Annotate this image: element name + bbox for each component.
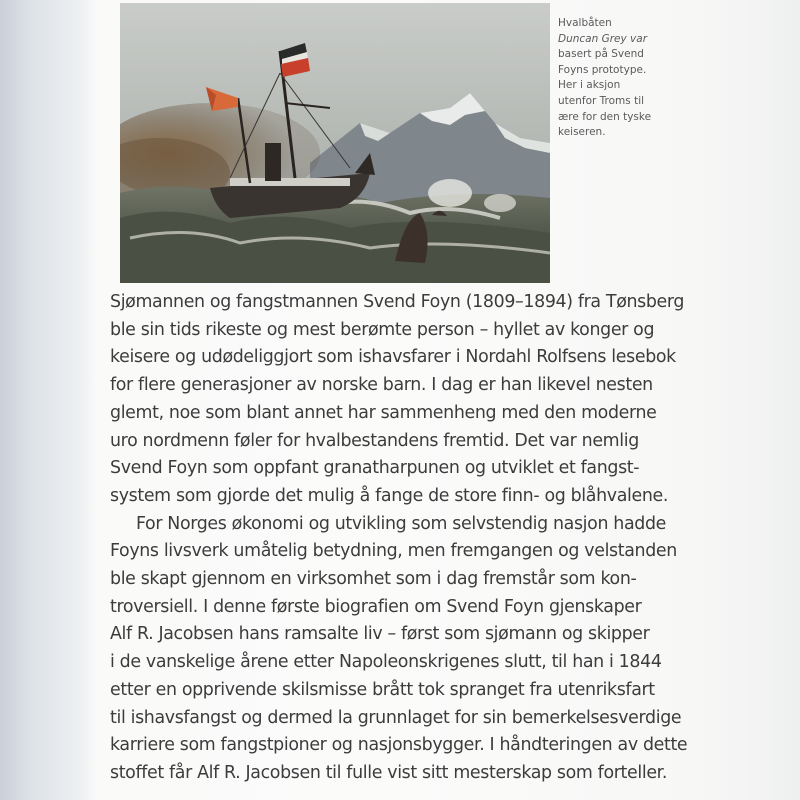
text-line: til ishavsfangst og dermed la grunnlaget for sin bemerkelsesverdige [110, 707, 682, 728]
text-line: i de vanskelige årene etter Napoleonskrigenes slutt, til han i 1844 [110, 652, 662, 673]
text-line: etter en opprivende skilsmisse brått tok spranget fra utenriksfart [110, 679, 655, 700]
caption-line: Hvalbåten [558, 17, 612, 29]
whaling-ship-illustration [120, 3, 550, 283]
text-line: stoffet får Alf R. Jacobsen til fulle vist sitt mesterskap som forteller. [110, 762, 668, 783]
caption-ship-name: Duncan Grey var [558, 32, 648, 45]
page-gutter-shadow [0, 0, 96, 800]
text-line: Svend Foyn som oppfant granatharpunen og utviklet et fangst- [110, 458, 640, 479]
caption-line: keiseren. [558, 126, 606, 139]
caption-line: Foyns prototype. [558, 63, 647, 76]
paragraph-2 [110, 511, 690, 788]
spray [428, 179, 472, 207]
text-line: for flere generasjoner av norske barn. I dag er han likevel nesten [110, 375, 653, 396]
figure-caption [558, 16, 673, 141]
text-line: Alf R. Jacobsen hans ramsalte liv – først som sjømann og skipper [110, 624, 650, 645]
text-line: For Norges økonomi og utvikling som selvstendig nasjon hadde [136, 513, 667, 534]
text-line: glemt, noe som blant annet har sammenheng med den moderne [110, 402, 657, 423]
body-text [110, 289, 690, 788]
text-line: Sjømannen og fangstmannen Svend Foyn (1809–1894) fra Tønsberg [110, 292, 685, 312]
caption-line: Her i aksjon [558, 79, 621, 92]
text-line: keisere og udødeliggjort som ishavsfarer i Nordahl Rolfsens lesebok [110, 347, 676, 368]
text-line: karriere som fangstpioner og nasjonsbygger. I håndteringen av dette [110, 735, 688, 756]
paragraph-1 [110, 289, 690, 511]
text-line: system som gjorde det mulig å fange de store finn- og blåhvalene. [110, 485, 669, 506]
text-line: uro nordmenn føler for hvalbestandens fremtid. Det var nemlig [110, 430, 639, 451]
caption-line: utenfor Troms til [558, 94, 645, 107]
text-line: ble skapt gjennom en virksomhet som i dag fremstår som kon- [110, 569, 637, 590]
caption-line: basert på Svend [558, 48, 644, 61]
caption-line: ære for den tyske [558, 110, 652, 123]
ship-deck-rail [230, 178, 350, 186]
ship-funnel [265, 143, 281, 181]
text-line: ble sin tids rikeste og mest berømte person – hyllet av konger og [110, 319, 655, 340]
spray-2 [484, 194, 516, 212]
text-line: Foyns livsverk umåtelig betydning, men fremgangen og velstanden [110, 541, 677, 562]
text-line: troversiell. I denne første biografien om Svend Foyn gjenskaper [110, 596, 642, 617]
whaling-ship-painting-icon [120, 3, 550, 283]
